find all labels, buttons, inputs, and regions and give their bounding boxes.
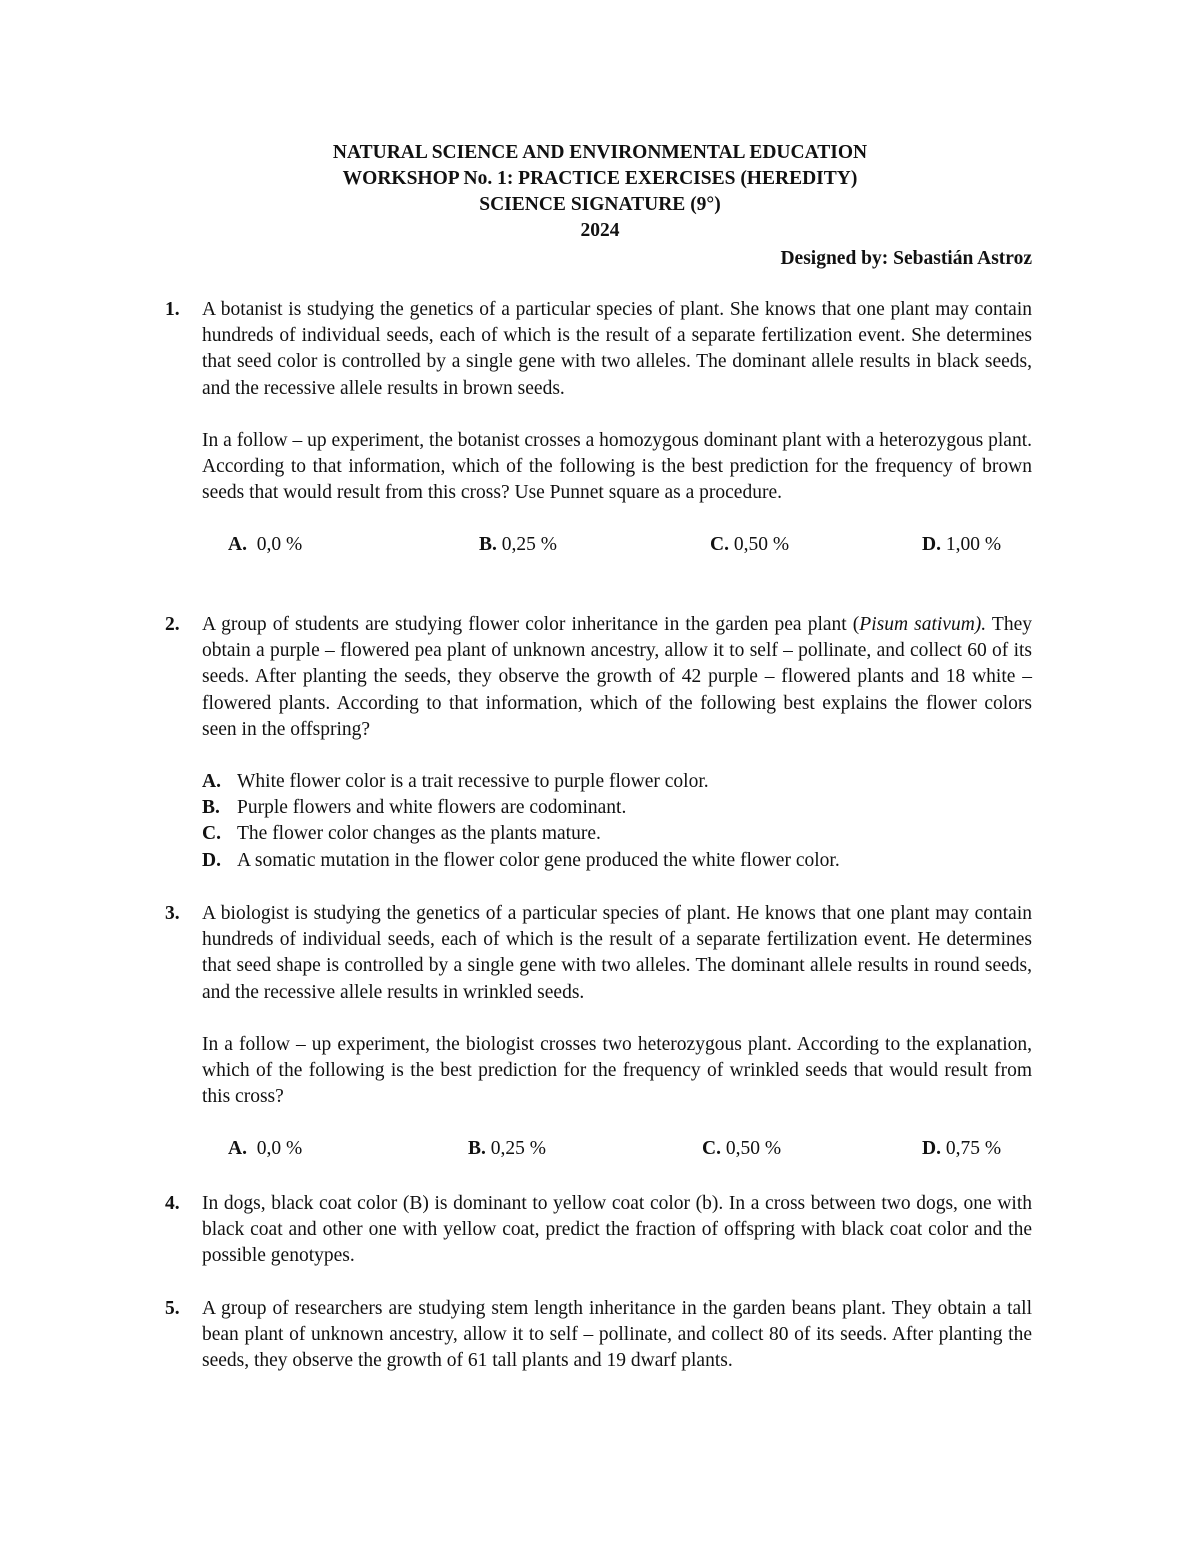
question-paragraph: In a follow – up experiment, the biologist crosses two heterozygous plant. According to the explanation, which of the following is the best prediction for the frequency of wrinkled seeds that would result from this cross?	[202, 1033, 1032, 1108]
species-name: Pisum sativum).	[859, 614, 987, 635]
answer-option-c: C. 0,50 %	[710, 534, 790, 556]
answer-option-b: B. 0,25 %	[468, 1138, 547, 1160]
question-4	[165, 1191, 1032, 1270]
answer-option-d: D. A somatic mutation in the flower color gene produced the white flower color.	[202, 849, 840, 871]
question-number: 3.	[165, 903, 180, 924]
answer-options	[165, 1136, 1032, 1162]
question-3	[165, 901, 1032, 1162]
answer-option-c: C. 0,50 %	[702, 1138, 782, 1160]
question-2	[165, 612, 1032, 874]
question-number: 5.	[165, 1298, 180, 1319]
answer-option-a: A. White flower color is a trait recessive to purple flower color.	[202, 771, 709, 793]
answer-options	[202, 769, 1032, 874]
question-paragraph: A biologist is studying the genetics of a particular species of plant. He knows that one plant may contain hundreds of individual seeds, each of which is the result of a separate fertilization event. He determines that seed shape is controlled by a single gene with two alleles. The dominant allele results in round seeds, and the recessive allele results in wrinkled seeds.	[202, 903, 1032, 1003]
designed-by: Designed by: Sebastián Astroz	[780, 248, 1032, 269]
question-paragraph: A group of students are studying flower color inheritance in the garden pea plant (Pisum sativum). They obtain a purple – flowered pea plant of unknown ancestry, allow it to self – pollinate, and collect 60 of its seeds. After planting the seeds, they observe the growth of 42 purple – flowered plants and 18 white – flowered plants. According to that information, which of the following best explains the flower colors seen in the offspring?	[202, 614, 1032, 740]
answer-option-d: D. 1,00 %	[922, 534, 1002, 556]
answer-options	[165, 532, 1032, 558]
answer-option-d: D. 0,75 %	[922, 1138, 1002, 1160]
question-paragraph: A group of researchers are studying stem length inheritance in the garden beans plant. They obtain a tall bean plant of unknown ancestry, allow it to self – pollinate, and collect 80 of its seeds. After planting the seeds, they observe the growth of 61 tall plants and 19 dwarf plants.	[202, 1298, 1032, 1372]
document-header	[0, 140, 1200, 244]
question-5	[165, 1296, 1032, 1375]
answer-option-b: B. Purple flowers and white flowers are codominant.	[202, 797, 627, 819]
answer-option-a: A. 0,0 %	[228, 1138, 303, 1160]
question-paragraph: In a follow – up experiment, the botanist crosses a homozygous dominant plant with a heterozygous plant. According to that information, which of the following is the best prediction for the frequency of brown seeds that would result from this cross? Use Punnet square as a procedure.	[202, 429, 1032, 504]
header-year: 2024	[580, 220, 620, 241]
question-paragraph: In dogs, black coat color (B) is dominant to yellow coat color (b). In a cross between two dogs, one with black coat and other one with yellow coat, predict the fraction of offspring with black coat color and the possible genotypes.	[202, 1193, 1032, 1267]
header-workshop-title: WORKSHOP No. 1: PRACTICE EXERCISES (HEREDITY)	[342, 168, 858, 189]
answer-option-b: B. 0,25 %	[479, 534, 558, 556]
question-number: 4.	[165, 1193, 180, 1214]
question-paragraph: A botanist is studying the genetics of a particular species of plant. She knows that one plant may contain hundreds of individual seeds, each of which is the result of a separate fertilization event. She determines that seed color is controlled by a single gene with two alleles. The dominant allele results in black seeds, and the recessive allele results in brown seeds.	[202, 299, 1032, 399]
answer-option-a: A. 0,0 %	[228, 534, 303, 556]
answer-option-c: C. The flower color changes as the plants mature.	[202, 823, 601, 845]
question-1	[165, 297, 1032, 558]
question-number: 1.	[165, 299, 180, 320]
header-signature: SCIENCE SIGNATURE (9°)	[479, 194, 721, 215]
header-course-title: NATURAL SCIENCE AND ENVIRONMENTAL EDUCATION	[332, 142, 868, 163]
question-number: 2.	[165, 614, 180, 635]
